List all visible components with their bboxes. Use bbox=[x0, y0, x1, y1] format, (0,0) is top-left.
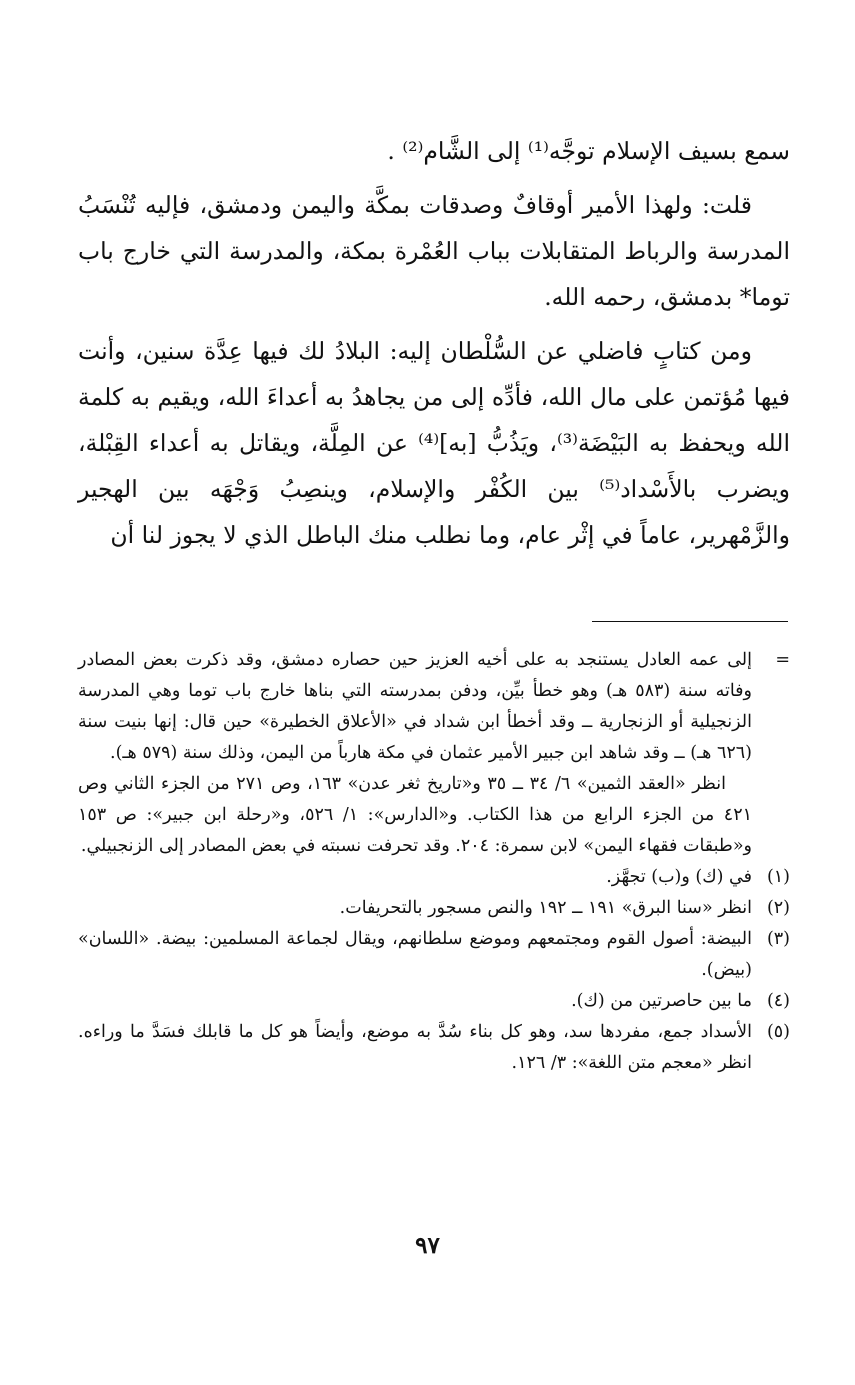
main-text bbox=[78, 128, 790, 558]
footnote-text: انظر «سنا البرق» ١٩١ ــ ١٩٢ والنص مسجور بالتحريفات. bbox=[339, 898, 752, 918]
footnote-separator bbox=[592, 621, 788, 622]
footnote-text: الأسداد جمع، مفردها سد، وهو كل بناء سُدَّ به موضع، وأيضاً هو كل ما قابلك فسَدَّ ما وراءه. انظر «معجم متن اللغة»: ٣/ ١٢٦. bbox=[78, 1022, 752, 1073]
footnote-3 bbox=[78, 924, 790, 986]
footnote-continued-references bbox=[78, 769, 790, 862]
footnote-text: إلى عمه العادل يستنجد به على أخيه العزيز حين حصاره دمشق، وقد ذكرت بعض المصادر وفاته سنة (٥٨٣ هـ) وهو خطأ بيِّن، ودفن بمدرسته التي بناها خارج باب توما وهي المدرسة الزنجيلية أو الزنجارية ــ وقد أخطأ ابن شداد في «الأعلاق الخطيرة» حين قال: إنها بنيت سنة (٦٢٦ هـ) ــ وقد شاهد ابن جبير الأمير عثمان في مكة هارباً من اليمن، وذلك سنة (٥٧٩ هـ). bbox=[78, 650, 752, 763]
footnote-marker: (٥) bbox=[766, 1022, 790, 1042]
footnote-marker: (١) bbox=[766, 867, 790, 887]
footnote-text: البيضة: أصول القوم ومجتمعهم وموضع سلطانهم، ويقال لجماعة المسلمين: بيضة. «اللسان» (بيض). bbox=[78, 929, 752, 980]
footnote-text: ما بين حاصرتين من (ك). bbox=[571, 991, 752, 1011]
footnote-4 bbox=[78, 986, 790, 1017]
footnotes bbox=[78, 645, 790, 1079]
footnote-text: انظر «العقد الثمين» ٦/ ٣٤ ــ ٣٥ و«تاريخ ثغر عدن» ١٦٣، وص ٢٧١ من الجزء الثاني وص ٤٢١ من الجزء الرابع من هذا الكتاب. و«الدارس»: ١/ ٥٢٦، و«رحلة ابن جبير»: ص ١٥٣ و«طبقات فقهاء اليمن» لابن سمرة: ٢٠٤. وقد تحرفت نسبته في بعض المصادر إلى الزنجبيلي. bbox=[78, 774, 752, 856]
main-paragraph-1: سمع بسيف الإسلام توجَّه⁽¹⁾ إلى الشَّام⁽²⁾ . bbox=[387, 137, 790, 165]
footnote-5 bbox=[78, 1017, 790, 1079]
footnote-1 bbox=[78, 862, 790, 893]
page-number: ٩٧ bbox=[415, 1232, 440, 1259]
footnote-2 bbox=[78, 893, 790, 924]
footnote-text: في (ك) و(ب) تجهَّز. bbox=[606, 867, 752, 887]
footnote-marker: (٣) bbox=[766, 929, 790, 949]
main-paragraph-3: ومن كتابٍ فاضلي عن السُّلْطان إليه: البلادُ لك فيها عِدَّة سنين، وأنت فيها مُؤتمن على مال الله، فأدِّه إلى من يجاهدُ به أعداءَ الله، ويقيم به كلمة الله ويحفظ به البَيْضَة⁽³⁾، ويَذُبُّ [به]⁽⁴⁾ عن المِلَّة، ويقاتل به أعداء القِبْلة، ويضرب بالأَسْداد⁽⁵⁾ بين الكُفْر والإسلام، وينصِبُ وَجْهَه بين الهجير والزَّمْهرير، عاماً في إثْر عام، وما نطلب منك الباطل الذي لا يجوز لنا أن bbox=[78, 337, 790, 549]
footnote-marker: (٤) bbox=[766, 991, 790, 1011]
footnote-marker: = bbox=[775, 650, 790, 670]
footnote-marker: (٢) bbox=[766, 898, 790, 918]
footnote-continued bbox=[78, 645, 790, 769]
main-paragraph-2: قلت: ولهذا الأمير أوقافٌ وصدقات بمكَّة واليمن ودمشق، فإليه تُنْسَبُ المدرسة والرباط المتقابلات بباب العُمْرة بمكة، والمدرسة التي خارج باب توما* بدمشق، رحمه الله. bbox=[78, 191, 790, 311]
